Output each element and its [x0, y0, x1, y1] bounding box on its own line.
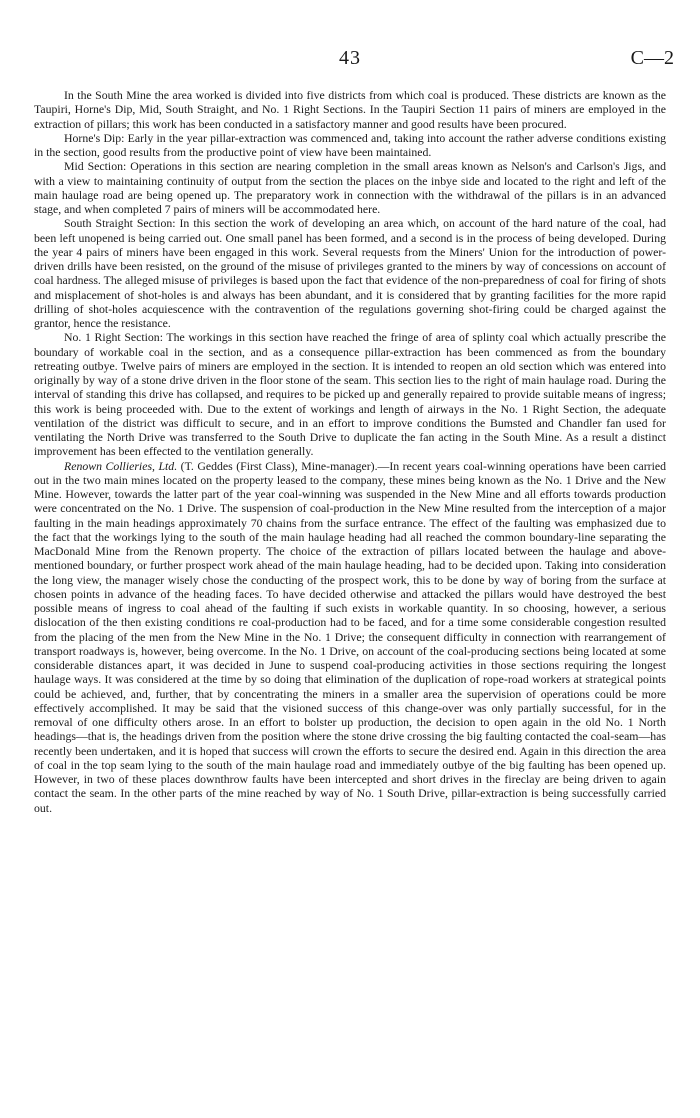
paragraph-south-straight: South Straight Section: In this section the work of developing an area which, on account of the hard nature of the coal, had been left unopened is being carried out. One small panel has been formed, and a second is in the process of being developed. During the year 4 pairs of miners have been engaged in this work. Several requests from the Miners' Union for the introduction of power-driven drills have been resisted, on the ground of the misuse of privileges granted to the miners by way of concessions on account of coal hardness. The alleged misuse of privileges is based upon the fact that evidence of the non-preparedness of coal for firing of shots and misplacement of shot-holes is and always has been abundant, and it is considered that by granting facilities for the more rapid drilling of shot-holes acquiescence with the contravention of the regulations governing shot-firing could be charged against the grantor, hence the resistance.	[34, 216, 666, 330]
page-number: 43	[339, 47, 361, 69]
paragraph-south-mine: In the South Mine the area worked is divided into five districts from which coal is produced. These districts are known as the Taupiri, Horne's Dip, Mid, South Straight, and No. 1 Right Sections. In the Taupiri Section 11 pairs of miners are employed in the extraction of pillars; this work has been conducted in a satisfactory manner and good results have been procured.	[34, 88, 666, 131]
paragraph-no1-right: No. 1 Right Section: The workings in this section have reached the fringe of area of splinty coal which actually prescribe the boundary of workable coal in the section, and as a consequence pillar-extraction has been commenced as from the boundary retreating outbye. Twelve pairs of miners are employed in the section. It is intended to reopen an old section which was entered into originally by way of a stone drive driven in the floor stone of the seam. This section lies to the right of main haulage road. During the interval of standing this drive has collapsed, and requires to be picked up and generally repaired to provide suitable means of ingress; this work is being proceeded with. Due to the extent of workings and length of airways in the No. 1 Right Section, the adequate ventilation of the district was difficult to secure, and in an effort to improve conditions the Bumsted and Chandler fan used for ventilating the North Drive was transferred to the South Drive to duplicate the fan acting in the South Mine. As a result a distinct improvement has been effected to the ventilation generally.	[34, 330, 666, 459]
paragraph-hornes-dip: Horne's Dip: Early in the year pillar-extraction was commenced and, taking into account the rather adverse conditions existing in the section, good results from the productive point of view have been maintained.	[34, 130, 666, 159]
body-text	[34, 88, 666, 815]
section-reference: C—2	[630, 47, 674, 69]
paragraph-mid-section: Mid Section: Operations in this section are nearing completion in the small areas known as Nelson's and Carlson's Jigs, and with a view to maintaining continuity of output from the section the places on the inbye side and located to the right and left of the main haulage road are being opened up. The preparatory work in connection with the withdrawal of the pillars is in an advanced stage, and when completed 7 pairs of miners will be accommodated here.	[34, 159, 666, 216]
paragraph-renown-collieries	[34, 459, 666, 815]
company-name: Renown Collieries, Ltd.	[64, 458, 178, 473]
paragraph-renown-text: (T. Geddes (First Class), Mine-manager).—In recent years coal-winning operations have been carried out in the two main mines located on the property leased to the company, these mines being known as the No. 1 Drive and the New Mine. However, towards the latter part of the year coal-winning was suspended in the New Mine and all efforts towards production were concentrated on the No. 1 Drive. The suspension of coal-production in the New Mine resulted from the interception of a major faulting in the main headings approximately 70 chains from the surface entrance. The effect of the faulting was emphasized due to the fact that the workings lying to the south of the main haulage heading had all reached the common boundary-line separating the MacDonald Mine from the Renown property. The choice of the extraction of pillars located between the haulage and above-mentioned boundary, or further prospect work ahead of the main haulage heading, had to be decided upon. Taking into consideration the long view, the manager wisely chose the conducting of the prospect work, this to be done by way of boring from the surface at chosen points in advance of the heading faces. To have decided otherwise and attacked the pillars would have destroyed the best possible means of ingress to coal ahead of the faulting if such exists in workable quantity. In so choosing, however, a serious dislocation of the then existing conditions re coal-production had to be faced, and for a time some considerable congestion resulted from the placing of the men from the New Mine in the No. 1 Drive; the consequent difficulty in connection with rearrangement of transport roadways is, however, being overcome. In the No. 1 Drive, on account of the coal-producing sections being located at some considerable distances apart, it was decided in June to suspend coal-producing activities in those sections requiring the longest haulage ways. It was considered at the time by so doing that elimination of the duplication of rope-road workers at strategical points could be achieved, and, further, that by concentrating the miners in a smaller area the supervision of operations could be more effectively accomplished. It may be said that the visioned success of this change-over was only partially successful, for in the removal of one difficulty others arose. In an effort to bolster up production, the decision to open again in the old No. 1 North headings—that is, the headings driven from the position where the stone drive crossing the big faulting contacted the coal-seam—has recently been undertaken, and it is hoped that success will crown the efforts to secure the desired end. Again in this direction the area of coal in the top seam lying to the south of the main haulage road and immediately outbye of the big faulting has been opened up. However, in two of these places downthrow faults have been intercepted and short drives in the fireclay are being driven to again contact the seam. In the other parts of the mine reached by way of No. 1 South Drive, pillar-extraction is being successfully carried out.	[34, 458, 666, 815]
